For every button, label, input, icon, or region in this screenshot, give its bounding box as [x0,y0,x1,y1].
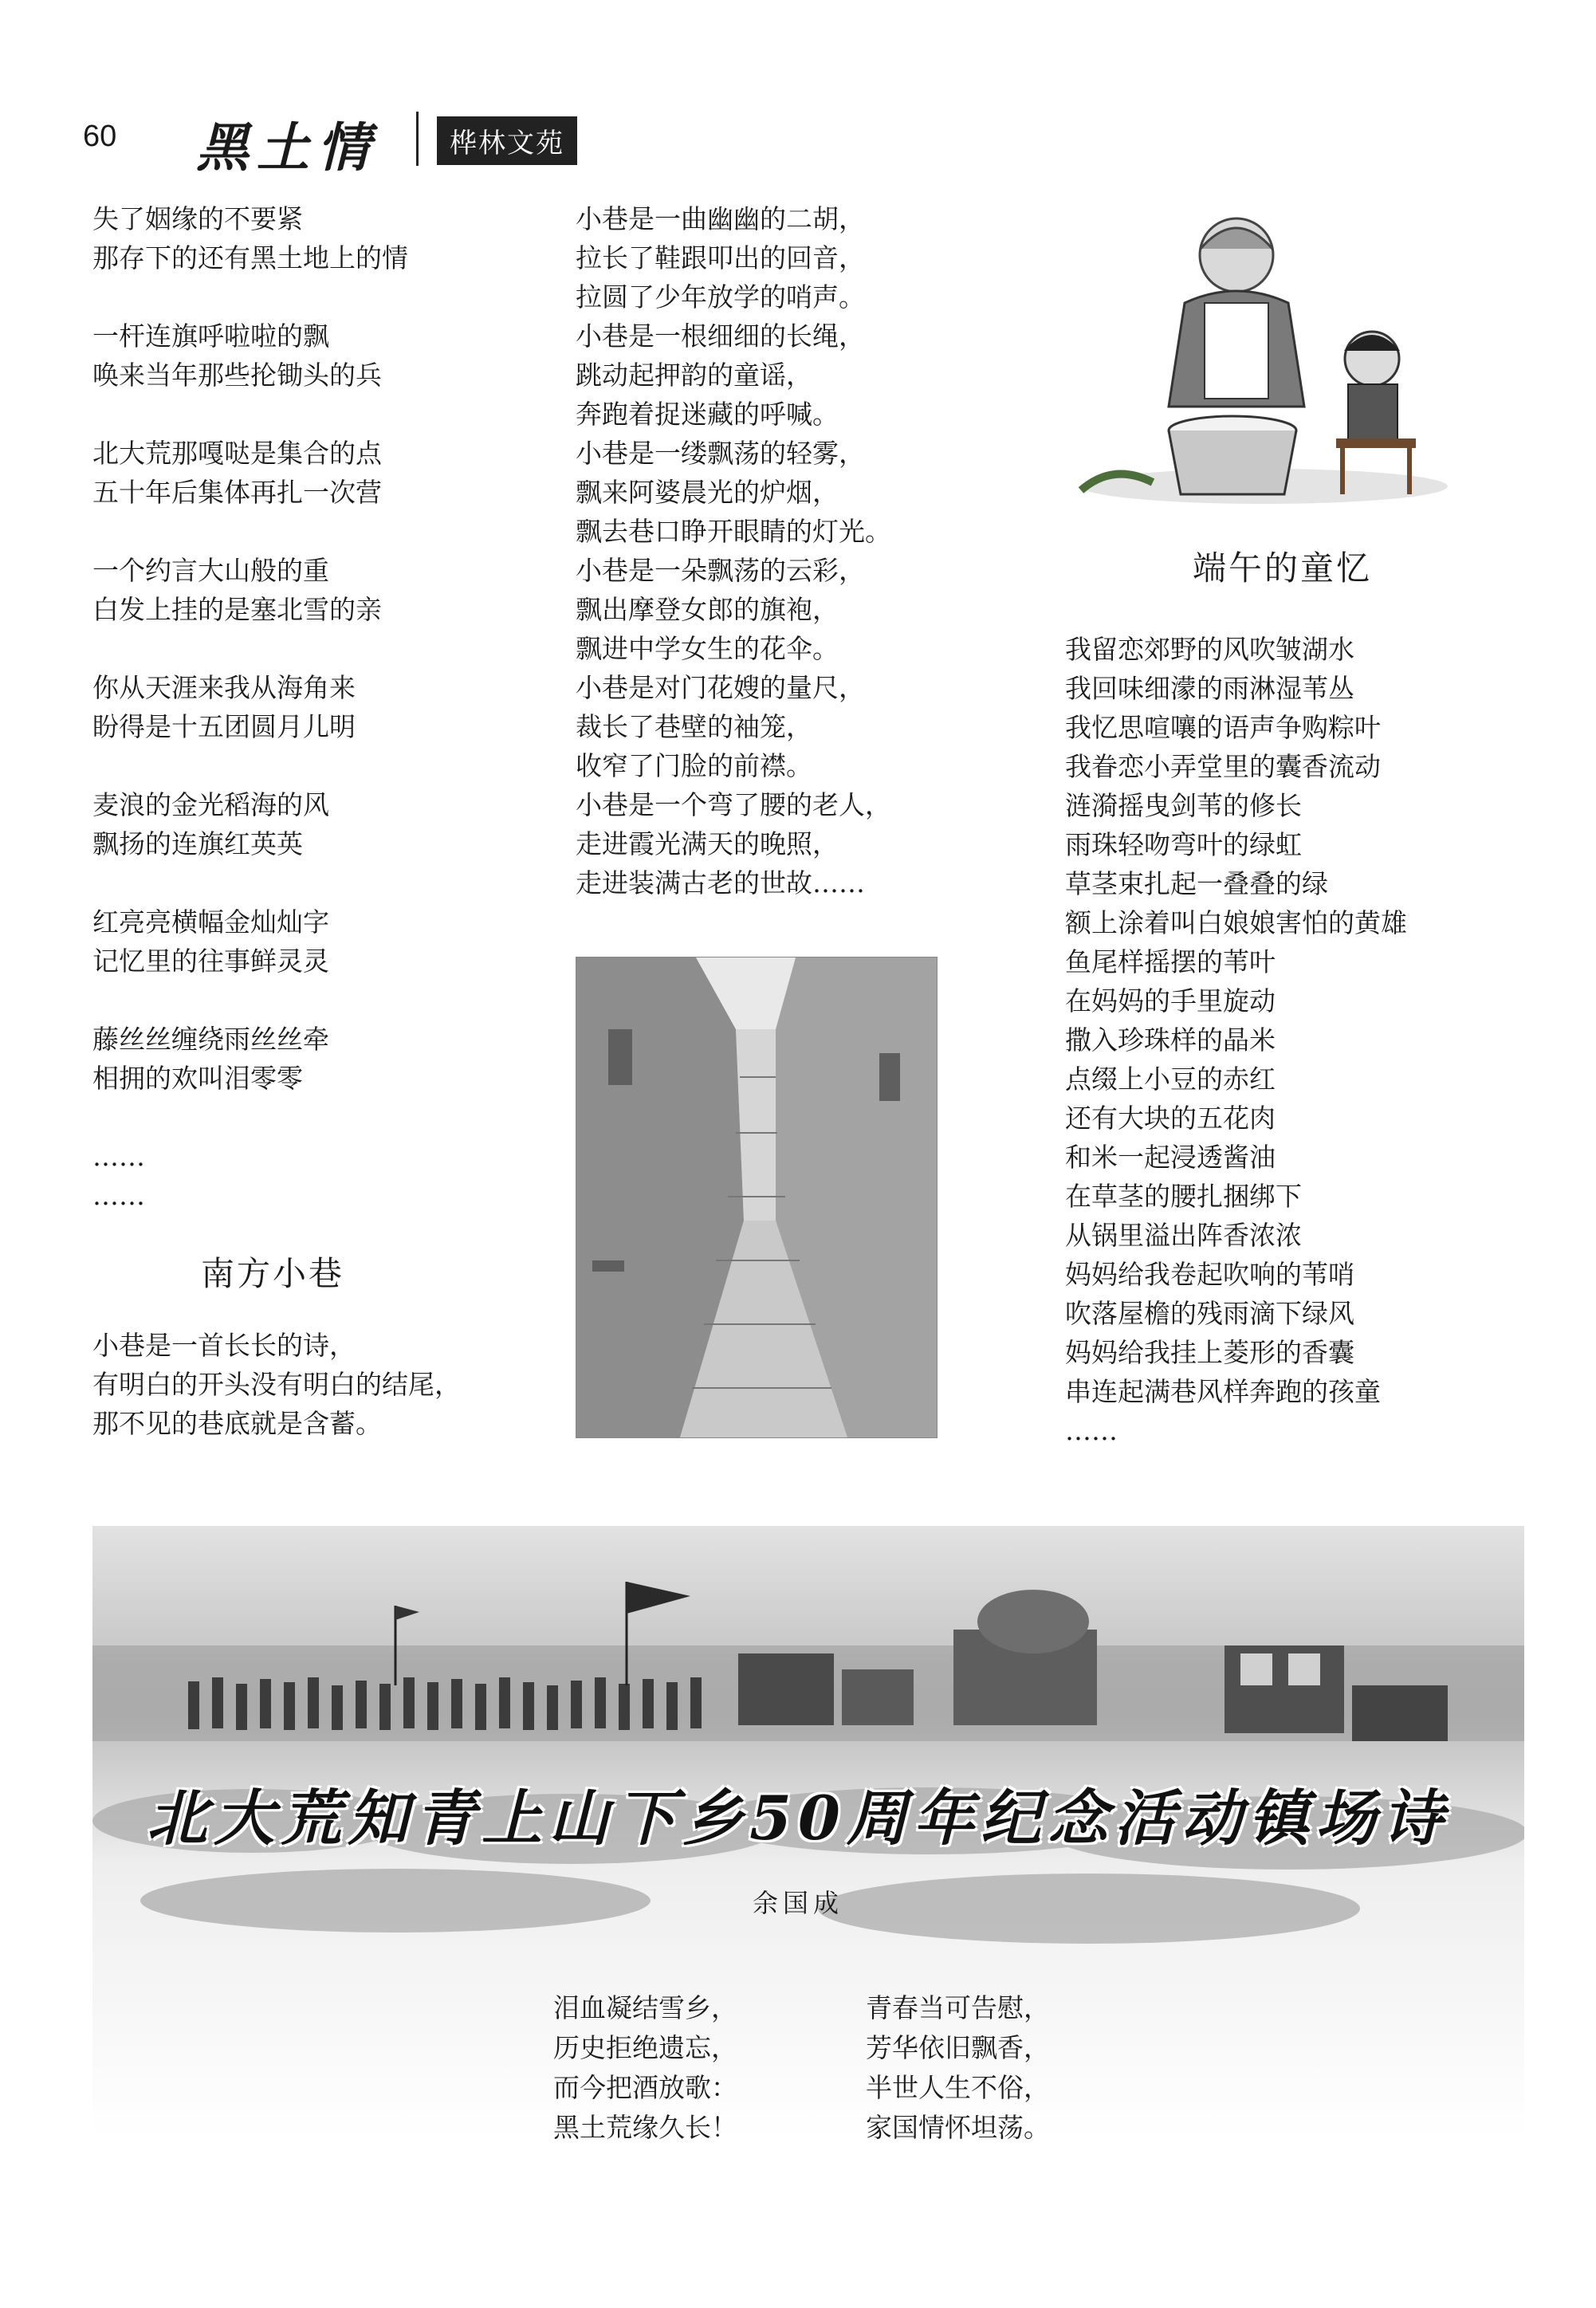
poem-line: 藤丝丝缠绕雨丝丝牵 [92,1024,329,1055]
poem-line: 串连起满巷风样奔跑的孩童 [1065,1376,1381,1407]
verse-line: 半世人生不俗， [866,2072,1050,2103]
verse-left [553,1988,737,2148]
poem-line: 拉圆了少年放学的哨声。 [576,281,865,313]
stanza-gap [92,863,408,902]
poem-line: 相拥的欢叫泪零零 [92,1063,303,1094]
poem-line: 额上涂着叫白娘娘害怕的黄雄 [1065,907,1407,938]
poem-line: 鱼尾样摇摆的苇叶 [1065,946,1276,977]
stanza-gap [92,277,408,317]
poem-line: 撒入珍珠样的晶米 [1065,1024,1276,1056]
poem-line: 飘去巷口睁开眼睛的灯光。 [576,516,891,547]
poem-line: 走进霞光满天的晚照， [576,828,839,859]
poem-line: 在草茎的腰扎捆绑下 [1065,1181,1302,1212]
poem-line: …… [92,1141,145,1172]
magazine-logo: 黑土情 [196,116,378,179]
poem-title-nanfang-xiaoxiang: 南方小巷 [201,1254,345,1293]
poem-line: 失了姻缘的不要紧 [92,203,303,234]
poem-line: 小巷是一首长长的诗， [92,1330,356,1361]
column-tag: 桦林文苑 [437,116,577,165]
stanza-gap [92,1098,408,1137]
verse-line: 泪血凝结雪乡， [553,1992,737,2023]
poem-line: 小巷是一缕飘荡的轻雾， [576,438,865,469]
poem-line: 收窄了门脸的前襟。 [576,750,812,781]
verse-line: 而今把酒放歌： [553,2072,737,2103]
poem-title-duanwu-tongyi: 端午的童忆 [1193,548,1373,588]
header-divider [416,112,419,166]
poem-line: 涟漪摇曳剑苇的修长 [1065,790,1302,821]
poem-line: …… [1065,1415,1118,1446]
poem-line: 你从天涯来我从海角来 [92,672,356,703]
banner-title: 北大荒知青上山下乡50周年纪念活动镇场诗 [147,1783,1449,1854]
stanza-gap [92,512,408,551]
poem-line: 点缀上小豆的赤红 [1065,1064,1276,1095]
poem-line: 小巷是对门花嫂的量尺， [576,672,865,703]
poem-line: 一个约言大山般的重 [92,555,329,586]
poem-line: 和米一起浸透酱油 [1065,1142,1276,1173]
poem-line: 白发上挂的是塞北雪的亲 [92,594,382,625]
poem-line: 吹落屋檐的残雨滴下绿风 [1065,1298,1354,1329]
poem-line: 有明白的开头没有明白的结尾， [92,1369,461,1400]
poem-line: 从锅里溢出阵香浓浓 [1065,1220,1302,1251]
poem-line: 北大荒那嘎哒是集合的点 [92,438,382,469]
author-name: 余国成 [752,1888,843,1918]
poem-line: 那存下的还有黑土地上的情 [92,242,408,273]
verse-line: 黑土荒缘久长！ [553,2112,737,2143]
verse-right [866,1988,1050,2148]
verse-line: 历史拒绝遗忘， [553,2032,737,2063]
poem-line: 飘扬的连旗红英英 [92,828,303,859]
stanza-gap [92,746,408,785]
stanza-gap [92,629,408,668]
poem-line: 草茎束扎起一叠叠的绿 [1065,868,1328,899]
poem-line: 一杆连旗呼啦啦的飘 [92,320,329,352]
verse-line: 青春当可告慰， [866,1992,1050,2023]
page-number: 60 [83,120,117,153]
poem-line: 唤来当年那些抡锄头的兵 [92,360,382,391]
stanza-gap [92,395,408,434]
stanza-gap [92,981,408,1020]
grandma-child-illustration [1065,199,1464,510]
poem-line: 飘进中学女生的花伞。 [576,633,839,664]
poem-line: 麦浪的金光稻海的风 [92,789,329,820]
poem-line: 裁长了巷壁的袖笼， [576,711,812,742]
poem-line: 小巷是一朵飘荡的云彩， [576,555,865,586]
poem-line: 我忆思喧嚷的语声争购粽叶 [1065,712,1381,743]
poem-line: 我留恋郊野的风吹皱湖水 [1065,634,1354,665]
poem-line: 走进装满古老的世故…… [576,867,865,898]
poem-line: 拉长了鞋跟叩出的回音， [576,242,865,273]
poem-line: 红亮亮横幅金灿灿字 [92,906,329,938]
poem-line: 记忆里的往事鲜灵灵 [92,946,329,977]
poem-line: 妈妈给我卷起吹响的苇哨 [1065,1259,1354,1290]
duanwu-poem [1065,630,1407,1450]
poem-line: 跳动起押韵的童谣， [576,360,812,391]
poem-line: 奔跑着捉迷藏的呼喊。 [576,399,839,430]
poem-line: 小巷是一曲幽幽的二胡， [576,203,865,234]
nanfang-poem-start [92,1326,461,1443]
poem-line: 小巷是一个弯了腰的老人， [576,789,891,820]
poem-line: 在妈妈的手里旋动 [1065,985,1276,1016]
verse-line: 家国情怀坦荡。 [866,2112,1050,2143]
poem-line: 雨珠轻吻弯叶的绿虹 [1065,829,1302,860]
poem-line: …… [92,1180,145,1211]
nanfang-poem-continued [576,199,891,902]
poem-line: 小巷是一根细细的长绳， [576,320,865,352]
alley-photo [576,957,938,1438]
poem-line: 盼得是十五团圆月儿明 [92,711,356,742]
poem-line: 飘出摩登女郎的旗袍， [576,594,839,625]
verse-line: 芳华依旧飘香， [866,2032,1050,2063]
poem-line: 妈妈给我挂上菱形的香囊 [1065,1337,1354,1368]
poem-line: 还有大块的五花肉 [1065,1103,1276,1134]
poem-line: 飘来阿婆晨光的炉烟， [576,477,839,508]
poem-line: 我回味细濛的雨淋湿苇丛 [1065,673,1354,704]
poem-line: 那不见的巷底就是含蓄。 [92,1408,382,1439]
poem-line: 我眷恋小弄堂里的囊香流动 [1065,751,1381,782]
poem-continuation [92,199,408,1215]
poem-line: 五十年后集体再扎一次营 [92,477,382,508]
